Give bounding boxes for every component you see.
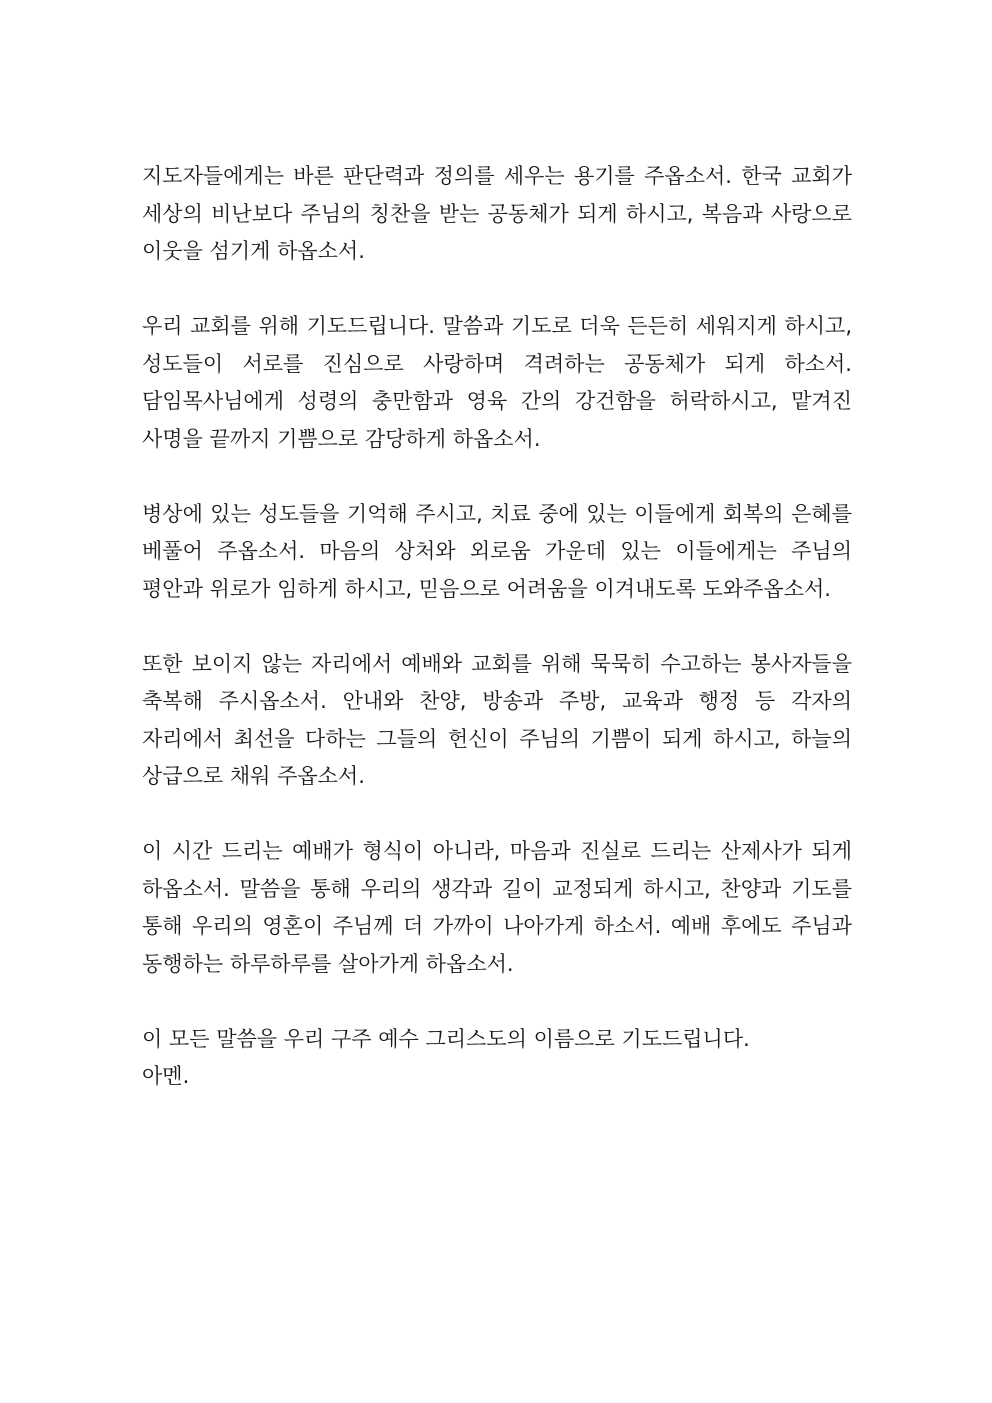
paragraph-volunteers: 또한 보이지 않는 자리에서 예배와 교회를 위해 묵묵히 수고하는 봉사자들을 축복해 주시옵소서. 안내와 찬양, 방송과 주방, 교육과 행정 등 각자의 자리에서 최선을 다하는 그들의 헌신이 주님의 기쁨이 되게 하시고, 하늘의 상급으로 채워 주옵소서. — [142, 651, 852, 788]
paragraph-leaders: 지도자들에게는 바른 판단력과 정의를 세우는 용기를 주옵소서. 한국 교회가 세상의 비난보다 주님의 칭찬을 받는 공동체가 되게 하시고, 복음과 사랑으로 이웃을 섬기게 하옵소서. — [142, 164, 852, 263]
paragraph-conclusion: 이 모든 말씀을 우리 구주 예수 그리스도의 이름으로 기도드립니다. — [142, 1026, 750, 1051]
paragraph-worship: 이 시간 드리는 예배가 형식이 아니라, 마음과 진실로 드리는 산제사가 되게 하옵소서. 말씀을 통해 우리의 생각과 길이 교정되게 하시고, 찬양과 기도를 통해 우리의 영혼이 주님께 더 가까이 나아가게 하소서. 예배 후에도 주님과 동행하는 하루하루를 살아가게 하옵소서. — [142, 839, 852, 976]
closing-amen: 아멘. — [142, 1064, 190, 1088]
paragraph-church: 우리 교회를 위해 기도드립니다. 말씀과 기도로 더욱 든든히 세워지게 하시고, 성도들이 서로를 진심으로 사랑하며 격려하는 공동체가 되게 하소서. 담임목사님에게 성령의 충만함과 영육 간의 강건함을 허락하시고, 맡겨진 사명을 끝까지 기쁨으로 감당하게 하옵소서. — [142, 314, 852, 451]
paragraph-sick: 병상에 있는 성도들을 기억해 주시고, 치료 중에 있는 이들에게 회복의 은혜를 베풀어 주옵소서. 마음의 상처와 외로움 가운데 있는 이들에게는 주님의 평안과 위로가 임하게 하시고, 믿음으로 어려움을 이겨내도록 도와주옵소서. — [142, 501, 852, 601]
document-body — [142, 158, 852, 1096]
